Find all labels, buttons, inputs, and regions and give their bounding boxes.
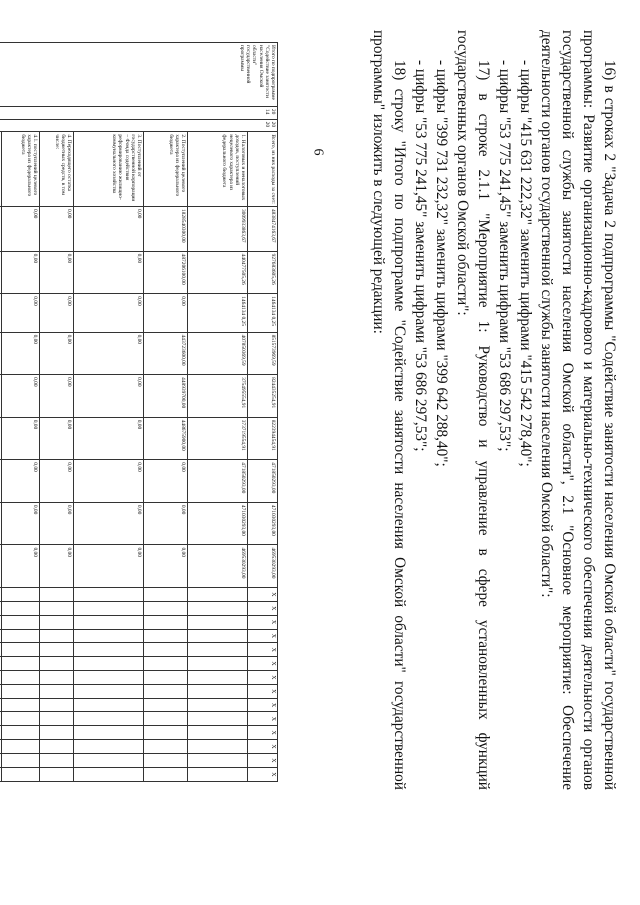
- rotated-page-content: [19, 30, 630, 810]
- amount-cell: 1828540300,00: [144, 206, 188, 251]
- amount-cell: [0, 460, 2, 503]
- amount-cell: 0,00: [144, 460, 188, 503]
- indicator-cell: [2, 629, 40, 643]
- funding-source: 1. Налоговых и неналоговых доходов, поступлений нецелевого характера из федерального бюджета: [188, 132, 248, 207]
- amount-cell: [0, 417, 2, 460]
- indicator-cell: [144, 740, 188, 754]
- indicator-cell: X: [248, 753, 278, 767]
- funding-source: 2. Поступлений целевого характера из федерального бюджета: [144, 132, 188, 207]
- indicator-cell: X: [248, 629, 278, 643]
- amount-cell: 407850369,59: [188, 332, 248, 375]
- amount-cell: [0, 294, 2, 332]
- indicator-cell: X: [248, 657, 278, 671]
- table-row: [248, 43, 278, 782]
- year-from: 2014: [0, 106, 278, 119]
- year-to: 2020: [0, 119, 278, 132]
- amount-cell: 448675900,00: [144, 417, 188, 460]
- indicator-cell: X: [248, 671, 278, 685]
- indicator-cell: [0, 698, 2, 712]
- indicator-cell: [188, 753, 248, 767]
- indicator-cell: [0, 726, 2, 740]
- table-row: [74, 43, 144, 782]
- indicator-cell: [144, 629, 188, 643]
- amount-cell: [0, 251, 2, 294]
- indicator-cell: [144, 684, 188, 698]
- indicator-cell: [144, 601, 188, 615]
- amount-cell: 1464134 0,25: [248, 294, 278, 332]
- indicator-cell: [188, 671, 248, 685]
- amount-cell: 0,00: [74, 460, 144, 503]
- amount-cell: 0,00: [144, 545, 188, 588]
- indicator-cell: X: [248, 698, 278, 712]
- indicator-cell: [144, 753, 188, 767]
- indicator-cell: [188, 698, 248, 712]
- amount-cell: [0, 375, 2, 418]
- amount-cell: 0,00: [40, 502, 74, 545]
- amount-cell: 487206100,00: [144, 251, 188, 294]
- amount-cell: 0,00: [2, 502, 40, 545]
- amount-cell: 0,00: [2, 294, 40, 332]
- amount-cell: 471850293,00: [248, 460, 278, 503]
- indicator-cell: [0, 615, 2, 629]
- amount-cell: 0,00: [2, 206, 40, 251]
- amount-cell: 824435254,91: [248, 375, 278, 418]
- amount-cell: 0,00: [40, 251, 74, 294]
- funding-source: [0, 132, 2, 207]
- page-number: 6: [310, 148, 326, 156]
- amount-cell: 1464134 0,25: [188, 294, 248, 332]
- amount-cell: 0,00: [2, 375, 40, 418]
- amount-cell: 471030293,00: [188, 502, 248, 545]
- indicator-cell: [2, 601, 40, 615]
- indicator-cell: [0, 629, 2, 643]
- funding-source: 3. Поступлений от государственной корпорации – Фонда содействия реформированию жилищно-коммунального хозяйства: [74, 132, 144, 207]
- indicator-cell: [2, 615, 40, 629]
- indicator-cell: [0, 588, 2, 602]
- amount-cell: 0,00: [74, 294, 144, 332]
- indicator-cell: [144, 671, 188, 685]
- amount-cell: 0,00: [74, 417, 144, 460]
- indicator-cell: [74, 657, 144, 671]
- amount-cell: [0, 502, 2, 545]
- amount-cell: 0,00: [74, 251, 144, 294]
- indicator-cell: [74, 671, 144, 685]
- indicator-cell: [40, 643, 74, 657]
- indicator-cell: X: [248, 726, 278, 740]
- amount-cell: 440477505,26: [188, 251, 248, 294]
- amount-cell: 0,00: [74, 332, 144, 375]
- indicator-cell: [40, 588, 74, 602]
- amount-cell: 0,00: [40, 206, 74, 251]
- amount-cell: 0,00: [74, 375, 144, 418]
- indicator-cell: [0, 740, 2, 754]
- amount-cell: 471030293,00: [248, 502, 278, 545]
- indicator-cell: [0, 684, 2, 698]
- table-row: [2, 43, 40, 782]
- indicator-cell: [0, 753, 2, 767]
- indicator-cell: [0, 712, 2, 726]
- indicator-cell: X: [248, 740, 278, 754]
- indicator-cell: [74, 643, 144, 657]
- indicator-cell: [188, 629, 248, 643]
- indicator-cell: [2, 684, 40, 698]
- indicator-cell: [188, 684, 248, 698]
- paragraph: - цифры "399 731 232,32" заменить цифрами "399 642 288,40";: [433, 60, 450, 467]
- indicator-cell: [0, 671, 2, 685]
- indicator-cell: [40, 740, 74, 754]
- indicator-cell: X: [248, 684, 278, 698]
- indicator-cell: X: [248, 767, 278, 781]
- table-row: [40, 43, 74, 782]
- indicator-cell: X: [248, 615, 278, 629]
- indicator-cell: [144, 698, 188, 712]
- indicator-cell: [2, 740, 40, 754]
- indicator-cell: [40, 767, 74, 781]
- indicator-cell: [0, 601, 2, 615]
- indicator-cell: [74, 767, 144, 781]
- indicator-cell: [74, 726, 144, 740]
- amount-cell: [0, 545, 2, 588]
- indicator-cell: [2, 671, 40, 685]
- amount-cell: 0,00: [40, 375, 74, 418]
- table-row: [188, 43, 248, 782]
- amount-cell: [0, 206, 2, 251]
- indicator-cell: [40, 657, 74, 671]
- amount-cell: 3009933863,67: [188, 206, 248, 251]
- paragraph: - цифры "415 631 222,32" заменить цифрами "415 542 278,40";: [517, 60, 534, 467]
- amount-cell: 448939700,00: [144, 375, 188, 418]
- amount-cell: 0,00: [40, 460, 74, 503]
- indicator-cell: [188, 712, 248, 726]
- indicator-cell: [0, 767, 2, 781]
- indicator-cell: [2, 726, 40, 740]
- indicator-cell: [74, 629, 144, 643]
- indicator-cell: [188, 588, 248, 602]
- indicator-cell: [2, 767, 40, 781]
- indicator-cell: [144, 588, 188, 602]
- indicator-cell: [2, 753, 40, 767]
- indicator-cell: [188, 767, 248, 781]
- indicator-cell: [74, 588, 144, 602]
- indicator-cell: [188, 657, 248, 671]
- indicator-cell: [40, 698, 74, 712]
- indicator-cell: [40, 726, 74, 740]
- table-row: [144, 43, 188, 782]
- indicator-cell: X: [248, 712, 278, 726]
- amount-cell: 0,00: [2, 332, 40, 375]
- indicator-cell: [188, 643, 248, 657]
- indicator-cell: [40, 671, 74, 685]
- paragraph: - цифры "53 775 241,45" заменить цифрами "53 686 297,53";: [496, 60, 513, 452]
- indicator-cell: [188, 615, 248, 629]
- indicator-cell: [0, 657, 2, 671]
- indicator-cell: [74, 684, 144, 698]
- amount-cell: 469530293,00: [248, 545, 278, 588]
- amount-cell: 469530293,00: [188, 545, 248, 588]
- indicator-cell: [188, 601, 248, 615]
- indicator-cell: [40, 712, 74, 726]
- subprogram-total-table: [0, 42, 278, 782]
- indicator-cell: [40, 753, 74, 767]
- amount-cell: 0,00: [40, 332, 74, 375]
- indicator-cell: [74, 740, 144, 754]
- indicator-cell: [2, 588, 40, 602]
- amount-cell: 0,00: [40, 417, 74, 460]
- indicator-cell: [74, 601, 144, 615]
- amount-cell: 0,00: [40, 545, 74, 588]
- indicator-cell: [74, 712, 144, 726]
- paragraph: 16) в строках 2 "Задача 2 подпрограммы "Содействие занятости населения Омской области" государственной программы: Развитие организационно-кадрового и материально-технического обеспечения деятельности органов государственной службы занятости населения Омской области", 2.1 "Основное мероприятие: Обеспечение деятельности органов государственной службы занятости населения Омской области":: [538, 30, 618, 790]
- amount-cell: 851573969,59: [248, 332, 278, 375]
- paragraph: 17) в строке 2.1.1 "Мероприятие 1: Руководство и управление в сфере установленных функций государственных органов Омской области":: [454, 30, 492, 790]
- indicator-cell: X: [248, 601, 278, 615]
- amount-cell: [0, 332, 2, 375]
- amount-cell: 0,00: [2, 545, 40, 588]
- table-row: [0, 43, 2, 782]
- indicator-cell: [2, 643, 40, 657]
- amount-cell: 471850293,00: [188, 460, 248, 503]
- amount-cell: 0,00: [2, 417, 40, 460]
- indicator-cell: [144, 767, 188, 781]
- indicator-cell: [144, 726, 188, 740]
- amount-cell: 0,00: [2, 251, 40, 294]
- amount-cell: 0,00: [144, 502, 188, 545]
- indicator-cell: [2, 657, 40, 671]
- row-label: Итого по подпрограмме "Содействие занятости населения Омской области" государственной программы: [0, 43, 278, 107]
- amount-cell: 0,00: [40, 294, 74, 332]
- indicator-cell: [0, 643, 2, 657]
- indicator-cell: [40, 615, 74, 629]
- subprogram-total-table-wrap: [0, 42, 278, 782]
- amount-cell: 0,00: [144, 294, 188, 332]
- indicator-cell: X: [248, 643, 278, 657]
- paragraph: - цифры "53 775 241,45" заменить цифрами "53 686 297,53";: [412, 60, 429, 452]
- amount-cell: 0,00: [74, 502, 144, 545]
- indicator-cell: [144, 643, 188, 657]
- amount-cell: 443723600,00: [144, 332, 188, 375]
- indicator-cell: [40, 601, 74, 615]
- amount-cell: 0,00: [74, 545, 144, 588]
- indicator-cell: [74, 615, 144, 629]
- indicator-cell: [188, 740, 248, 754]
- paragraph: 18) строку "Итого по подпрограмме "Содействие занятости населения Омской области" государственной программы" изложить в следующей редакции:: [370, 30, 408, 790]
- amount-cell: 4838474163,67: [248, 206, 278, 251]
- funding-source: 4. Переходящего остатка бюджетных средств, в том числе:: [40, 132, 74, 207]
- indicator-cell: [74, 698, 144, 712]
- indicator-cell: [74, 753, 144, 767]
- indicator-cell: [144, 657, 188, 671]
- funding-source: 4.1. поступлений целевого характера из федерального бюджета: [2, 132, 40, 207]
- indicator-cell: [144, 615, 188, 629]
- amount-cell: 375495554,91: [188, 375, 248, 418]
- indicator-cell: [2, 712, 40, 726]
- amount-cell: 373719554,91: [188, 417, 248, 460]
- amount-cell: 822394454,91: [248, 417, 278, 460]
- indicator-cell: [188, 726, 248, 740]
- amendment-text: [368, 30, 620, 790]
- indicator-cell: [144, 712, 188, 726]
- indicator-cell: X: [248, 588, 278, 602]
- amount-cell: 0,00: [74, 206, 144, 251]
- funding-source: Всего, из них расходы за счет:: [248, 132, 278, 207]
- indicator-cell: [2, 698, 40, 712]
- amount-cell: 927683605,26: [248, 251, 278, 294]
- amount-cell: 0,00: [2, 460, 40, 503]
- indicator-cell: [40, 629, 74, 643]
- indicator-cell: [40, 684, 74, 698]
